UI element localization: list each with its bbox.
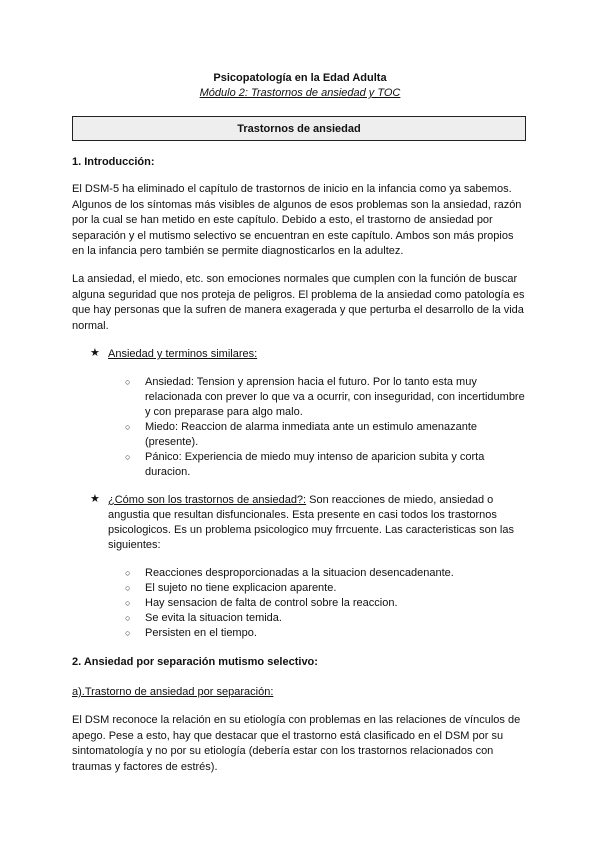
intro-paragraph-2: La ansiedad, el miedo, etc. son emociones normales que cumplen con la función de buscar alguna seguridad que nos proteja de peligros. El problema de la ansiedad como patología es que hay personas que la sufren de manera exagerada y que perturba el desarrollo de la vida normal.: [72, 273, 525, 332]
document-title: Psicopatología en la Edad Adulta: [213, 72, 387, 84]
circle-bullet-icon: ○: [125, 598, 131, 608]
list-item-text: Pánico: Experiencia de miedo muy intenso de aparicion subita y corta duracion.: [145, 451, 485, 478]
circle-bullet-icon: ○: [125, 583, 131, 593]
circle-bullet-icon: ○: [125, 628, 131, 638]
bullet-paragraph: [108, 493, 530, 553]
circle-bullet-icon: ○: [125, 422, 131, 432]
circle-bullet-icon: ○: [125, 568, 131, 578]
star-bullet-icon: ★: [90, 493, 100, 505]
document-subtitle: Módulo 2: Trastornos de ansiedad y TOC: [199, 87, 401, 99]
subheading-trastorno-separacion: a).Trastorno de ansiedad por separación:: [72, 686, 274, 698]
star-bullet-icon: ★: [90, 347, 100, 359]
list-item-text: Ansiedad: Tension y aprension hacia el futuro. Por lo tanto esta muy relacionada con prever lo que va a ocurrir, con inseguridad, con incertidumbre y con preparase para algo malo.: [145, 376, 525, 418]
list-item-text: Se evita la situacion temida.: [145, 612, 282, 624]
bullet-body: Son reacciones de miedo, ansiedad o angustia que resultan disfuncionales. Esta presente en casi todos los trastornos psicologicos. Es un problema psicologico muy frrcuente. Las caracteristicas son las siguientes:: [108, 494, 514, 551]
heading-introduccion: 1. Introducción:: [72, 156, 155, 168]
circle-bullet-icon: ○: [125, 377, 131, 387]
separation-paragraph: El DSM reconoce la relación en su etiología con problemas en las relaciones de vínculos de apego. Pese a esto, hay que destacar que el trastorno está clasificado en el DSM por su sintomatología y no por su etiología (debería estar con los trastornos relacionados con traumas y factores de estrés).: [72, 714, 521, 773]
circle-bullet-icon: ○: [125, 452, 131, 462]
list-item-text: El sujeto no tiene explicacion aparente.: [145, 582, 337, 594]
circle-bullet-icon: ○: [125, 613, 131, 623]
list-item-text: Persisten en el tiempo.: [145, 627, 257, 639]
list-item-text: Miedo: Reaccion de alarma inmediata ante un estimulo amenazante (presente).: [145, 421, 478, 448]
list-item-text: Reacciones desproporcionadas a la situacion desencadenante.: [145, 567, 454, 579]
intro-paragraph-1: El DSM-5 ha eliminado el capítulo de trastornos de inicio en la infancia como ya sabemos. Algunos de los síntomas más visibles de algunos de esos problemas son la ansiedad, razón por la cual se han metido en este capítulo. Debido a esto, el trastorno de ansiedad por separación y el mutismo selectivo se encuentran en este capítulo. Ambos son más propios en la infancia pero también se permite diagnosticarlos en la adultez.: [72, 183, 522, 257]
bullet-label: Ansiedad y terminos similares:: [108, 348, 258, 360]
heading-ansiedad-separacion: 2. Ansiedad por separación mutismo selectivo:: [72, 656, 318, 668]
section-title-box: Trastornos de ansiedad: [72, 116, 526, 141]
bullet-label: ¿Cómo son los trastornos de ansiedad?:: [108, 494, 307, 506]
list-item-text: Hay sensacion de falta de control sobre la reaccion.: [145, 597, 398, 609]
